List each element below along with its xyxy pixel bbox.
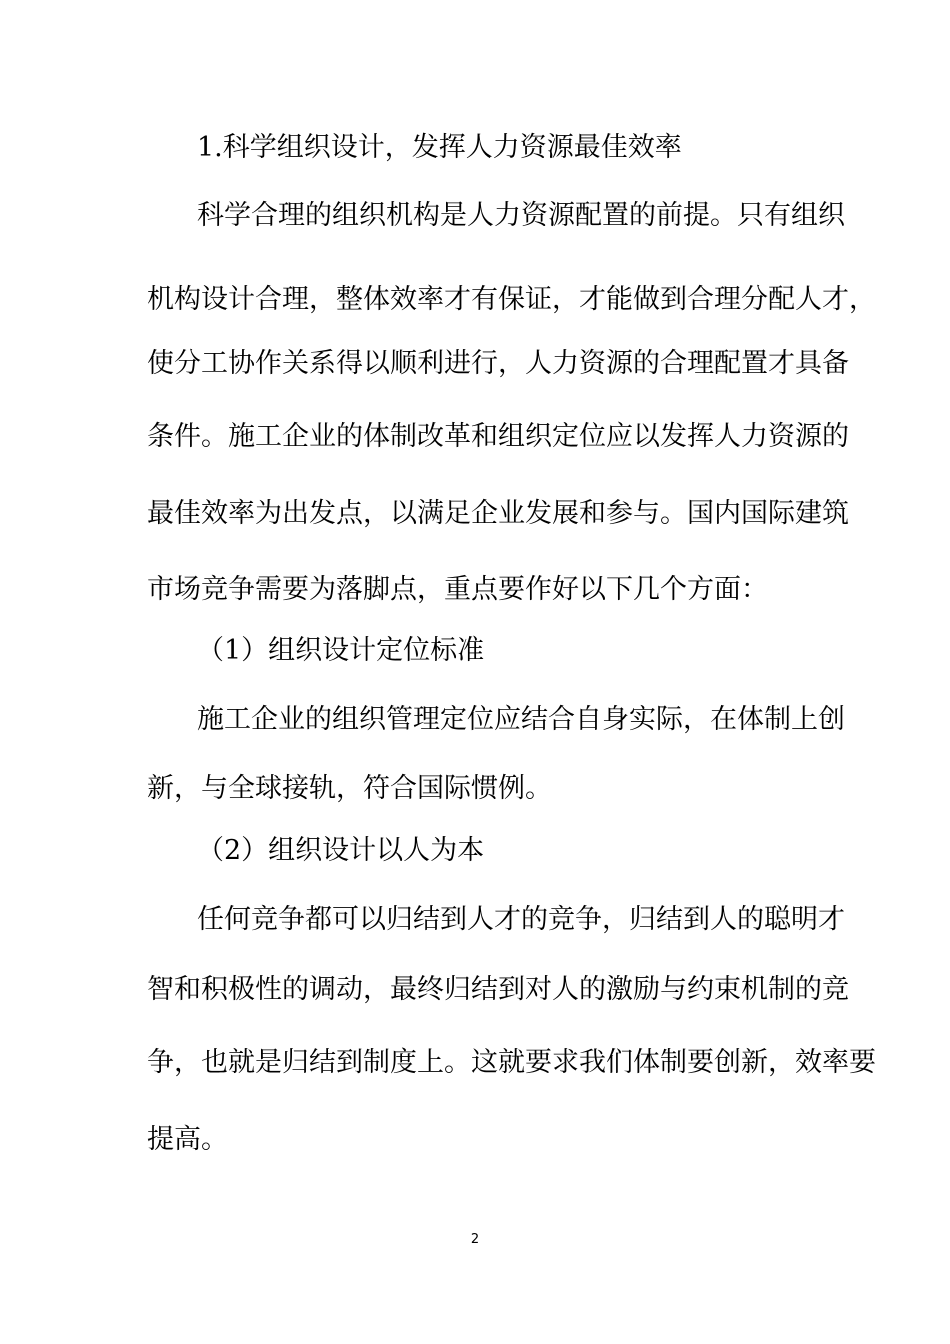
subheading-2: （2）组织设计以人为本 bbox=[197, 835, 485, 866]
paragraph-1-line-3: 使分工协作关系得以顺利进行，人力资源的合理配置才具备 bbox=[147, 348, 849, 379]
paragraph-2-line-1: 施工企业的组织管理定位应结合自身实际，在体制上创 bbox=[197, 704, 845, 735]
paragraph-3-line-3: 争，也就是归结到制度上。这就要求我们体制要创新，效率要 bbox=[147, 1047, 876, 1078]
page-number: 2 bbox=[470, 1232, 480, 1247]
paragraph-2-line-2: 新，与全球接轨，符合国际惯例。 bbox=[147, 773, 552, 804]
paragraph-3-line-2: 智和积极性的调动，最终归结到对人的激励与约束机制的竞 bbox=[147, 974, 849, 1005]
paragraph-1-line-1: 科学合理的组织机构是人力资源配置的前提。只有组织 bbox=[197, 200, 845, 231]
paragraph-1-line-2: 机构设计合理，整体效率才有保证，才能做到合理分配人才， bbox=[147, 284, 876, 315]
paragraph-1-line-4: 条件。施工企业的体制改革和组织定位应以发挥人力资源的 bbox=[147, 421, 849, 452]
paragraph-1-line-6: 市场竞争需要为落脚点，重点要作好以下几个方面： bbox=[147, 574, 768, 605]
paragraph-1-line-5: 最佳效率为出发点，以满足企业发展和参与。国内国际建筑 bbox=[147, 498, 849, 529]
section-heading: 1.科学组织设计，发挥人力资源最佳效率 bbox=[197, 132, 682, 163]
paragraph-3-line-1: 任何竞争都可以归结到人才的竞争，归结到人的聪明才 bbox=[197, 904, 845, 935]
subheading-1: （1）组织设计定位标准 bbox=[197, 635, 485, 666]
paragraph-3-line-4: 提高。 bbox=[147, 1124, 228, 1155]
